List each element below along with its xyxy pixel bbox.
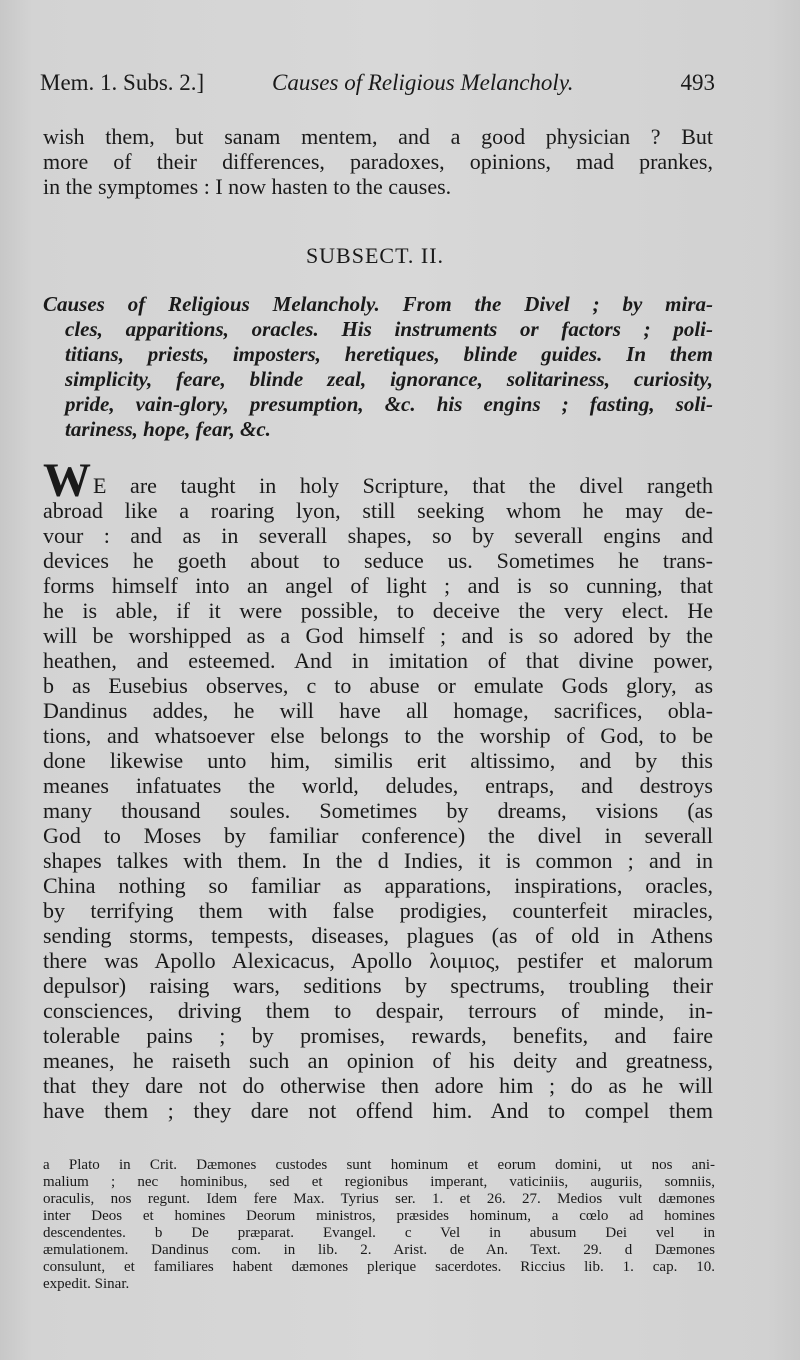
summary-line: pride, vain-glory, presumption, &c. his engins ; fasting, soli- — [65, 392, 713, 416]
body-line: have them ; they dare not offend him. And to compel them — [43, 1098, 713, 1123]
body-line: consciences, driving them to despair, terrours of minde, in- — [43, 998, 713, 1023]
body-first-line — [43, 454, 713, 507]
body-line: devices he goeth about to seduce us. Sometimes he trans- — [43, 548, 713, 573]
footnote-line: malium ; nec hominibus, sed et regionibus imperant, vaticiniis, auguriis, somniis, — [43, 1174, 715, 1190]
summary-line: simplicity, feare, blinde zeal, ignorance, solitariness, curiosity, — [65, 367, 713, 391]
text-line: wish them, but sanam mentem, and a good physician ? But — [43, 124, 713, 149]
body-paragraph — [43, 454, 713, 1123]
body-line: Dandinus addes, he will have all homage, sacrifices, obla- — [43, 698, 713, 723]
body-line: China nothing so familiar as apparations, inspirations, oracles, — [43, 873, 713, 898]
body-line: tions, and whatsoever else belongs to the worship of God, to be — [43, 723, 713, 748]
body-line: b as Eusebius observes, c to abuse or emulate Gods glory, as — [43, 673, 713, 698]
summary-line: Causes of Religious Melancholy. From the Divel ; by mira- — [43, 292, 713, 316]
drop-cap: W — [43, 454, 91, 507]
body-line: heathen, and esteemed. And in imitation of that divine power, — [43, 648, 713, 673]
body-line: there was Apollo Alexicacus, Apollo λοιμιος, pestifer et malorum — [43, 948, 713, 973]
footnote-line: inter Deos et homines Deorum ministros, præsides hominum, a cœlo ad homines — [43, 1208, 715, 1224]
summary-line: titians, priests, imposters, heretiques, blinde guides. In them — [65, 342, 713, 366]
body-line: forms himself into an angel of light ; and is so cunning, that — [43, 573, 713, 598]
footnote-line: consulunt, et familiares habent dæmones plerique sacerdotes. Riccius lib. 1. cap. 10. — [43, 1259, 715, 1275]
body-line: will be worshipped as a God himself ; and is so adored by the — [43, 623, 713, 648]
section-summary — [43, 292, 713, 442]
body-line: that they dare not do otherwise then adore him ; do as he will — [43, 1073, 713, 1098]
footnote-line: æmulationem. Dandinus com. in lib. 2. Arist. de An. Text. 29. d Dæmones — [43, 1242, 715, 1258]
body-line: abroad like a roaring lyon, still seeking whom he may de- — [43, 498, 713, 523]
body-line: he is able, if it were possible, to deceive the very elect. He — [43, 598, 713, 623]
summary-line: cles, apparitions, oracles. His instruments or factors ; poli- — [65, 317, 713, 341]
footnote-line: expedit. Sinar. — [43, 1276, 130, 1292]
header-title: Causes of Religious Melancholy. — [272, 70, 574, 95]
body-line: vour : and as in severall shapes, so by severall engins and — [43, 523, 713, 548]
page-number: 493 — [680, 70, 715, 95]
footnote-line: a Plato in Crit. Dæmones custodes sunt hominum et eorum domini, ut nos ani- — [43, 1157, 715, 1173]
body-line: depulsor) raising wars, seditions by spectrums, troubling their — [43, 973, 713, 998]
footnote-line: oraculis, nos regunt. Idem fere Max. Tyrius ser. 1. et 26. 27. Medios vult dæmones — [43, 1191, 715, 1207]
header-section-ref: Mem. 1. Subs. 2.] — [40, 70, 205, 95]
body-line: God to Moses by familiar conference) the divel in severall — [43, 823, 713, 848]
text-line: more of their differences, paradoxes, opinions, mad prankes, — [43, 149, 713, 174]
body-line: shapes talkes with them. In the d Indies, it is common ; and in — [43, 848, 713, 873]
footnotes — [43, 1157, 715, 1293]
intro-paragraph — [43, 124, 713, 199]
body-line: sending storms, tempests, diseases, plagues (as of old in Athens — [43, 923, 713, 948]
summary-line: tariness, hope, fear, &c. — [65, 417, 271, 441]
text-line: in the symptomes : I now hasten to the causes. — [43, 174, 452, 199]
section-heading: SUBSECT. II. — [305, 243, 445, 268]
body-line: done likewise unto him, similis erit altissimo, and by this — [43, 748, 713, 773]
body-line: meanes infatuates the world, deludes, entraps, and destroys — [43, 773, 713, 798]
body-line: meanes, he raiseth such an opinion of his deity and greatness, — [43, 1048, 713, 1073]
body-line: many thousand soules. Sometimes by dreams, visions (as — [43, 798, 713, 823]
footnote-line: descendentes. b De præparat. Evangel. c Vel in abusum Dei vel in — [43, 1225, 715, 1241]
body-line: tolerable pains ; by promises, rewards, benefits, and faire — [43, 1023, 713, 1048]
body-line: by terrifying them with false prodigies, counterfeit miracles, — [43, 898, 713, 923]
running-header — [40, 70, 715, 104]
body-line-text: E are taught in holy Scripture, that the divel rangeth — [93, 473, 713, 498]
